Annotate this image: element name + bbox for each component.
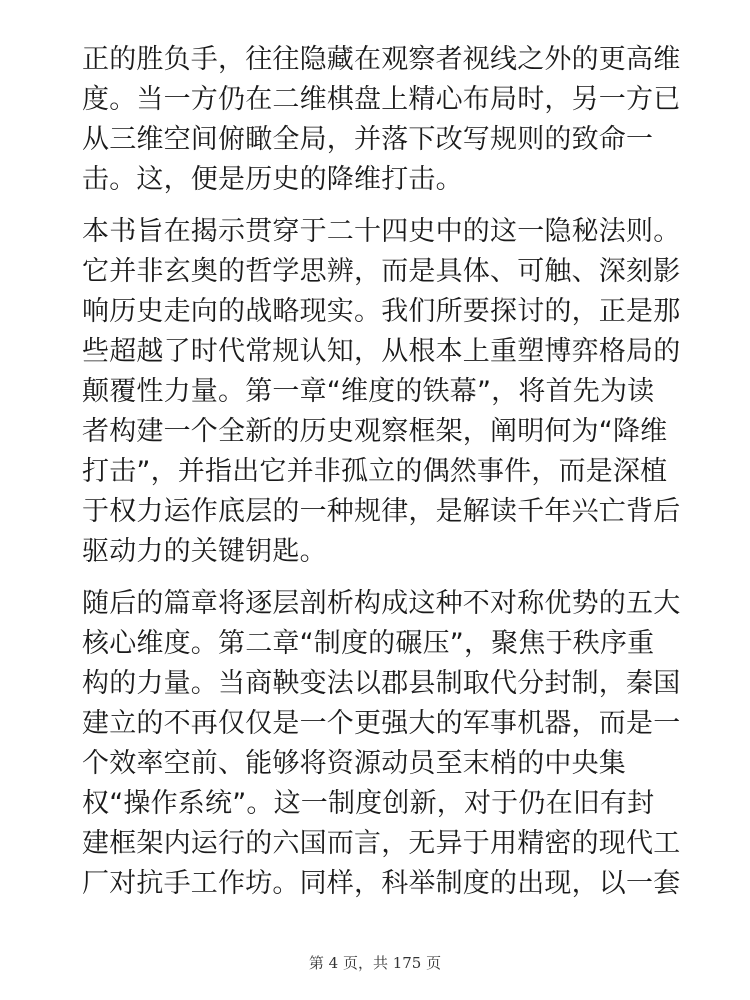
text-line: 打击”，并指出它并非孤立的偶然事件，而是深植 (82, 456, 668, 487)
text-line: 本书旨在揭示贯穿于二十四史中的这一隐秘法则。 (82, 216, 681, 247)
text-line: 于权力运作底层的一种规律，是解读千年兴亡背后 (82, 496, 681, 527)
text-line: 建框架内运行的六国而言，无异于用精密的现代工 (82, 828, 681, 859)
text-line: 些超越了时代常规认知，从根本上重塑博弈格局的 (82, 336, 681, 367)
text-line: 从三维空间俯瞰全局，并落下改写规则的致命一 (82, 124, 654, 155)
text-line: 响历史走向的战略现实。我们所要探讨的，正是那 (82, 296, 681, 327)
paragraph-2 (82, 212, 682, 572)
text-line: 它并非玄奥的哲学思辨，而是具体、可触、深刻影 (82, 256, 681, 287)
text-line: 正的胜负手，往往隐藏在观察者视线之外的更高维 (82, 44, 681, 75)
paragraph-3 (82, 584, 682, 904)
text-line: 颠覆性力量。第一章“维度的铁幕”，将首先为读 (82, 376, 655, 407)
paragraph-1 (82, 40, 682, 200)
text-line: 核心维度。第二章“制度的碾压”，聚焦于秩序重 (82, 628, 655, 659)
text-line: 驱动力的关键钥匙。 (82, 536, 327, 567)
text-line: 建立的不再仅仅是一个更强大的军事机器，而是一 (82, 708, 681, 739)
page-number: 第 4 页，共 175 页 (308, 954, 442, 972)
text-line: 权“操作系统”。这一制度创新，对于仍在旧有封 (82, 788, 655, 819)
body-text (82, 40, 682, 916)
text-line: 厂对抗手工作坊。同样，科举制度的出现，以一套 (82, 868, 681, 899)
text-line: 构的力量。当商鞅变法以郡县制取代分封制，秦国 (82, 668, 681, 699)
text-line: 击。这，便是历史的降维打击。 (82, 164, 463, 195)
text-line: 随后的篇章将逐层剖析构成这种不对称优势的五大 (82, 588, 681, 619)
text-line: 个效率空前、能够将资源动员至末梢的中央集 (82, 748, 626, 779)
text-line: 度。当一方仍在二维棋盘上精心布局时，另一方已 (82, 84, 681, 115)
text-line: 者构建一个全新的历史观察框架，阐明何为“降维 (82, 416, 668, 447)
